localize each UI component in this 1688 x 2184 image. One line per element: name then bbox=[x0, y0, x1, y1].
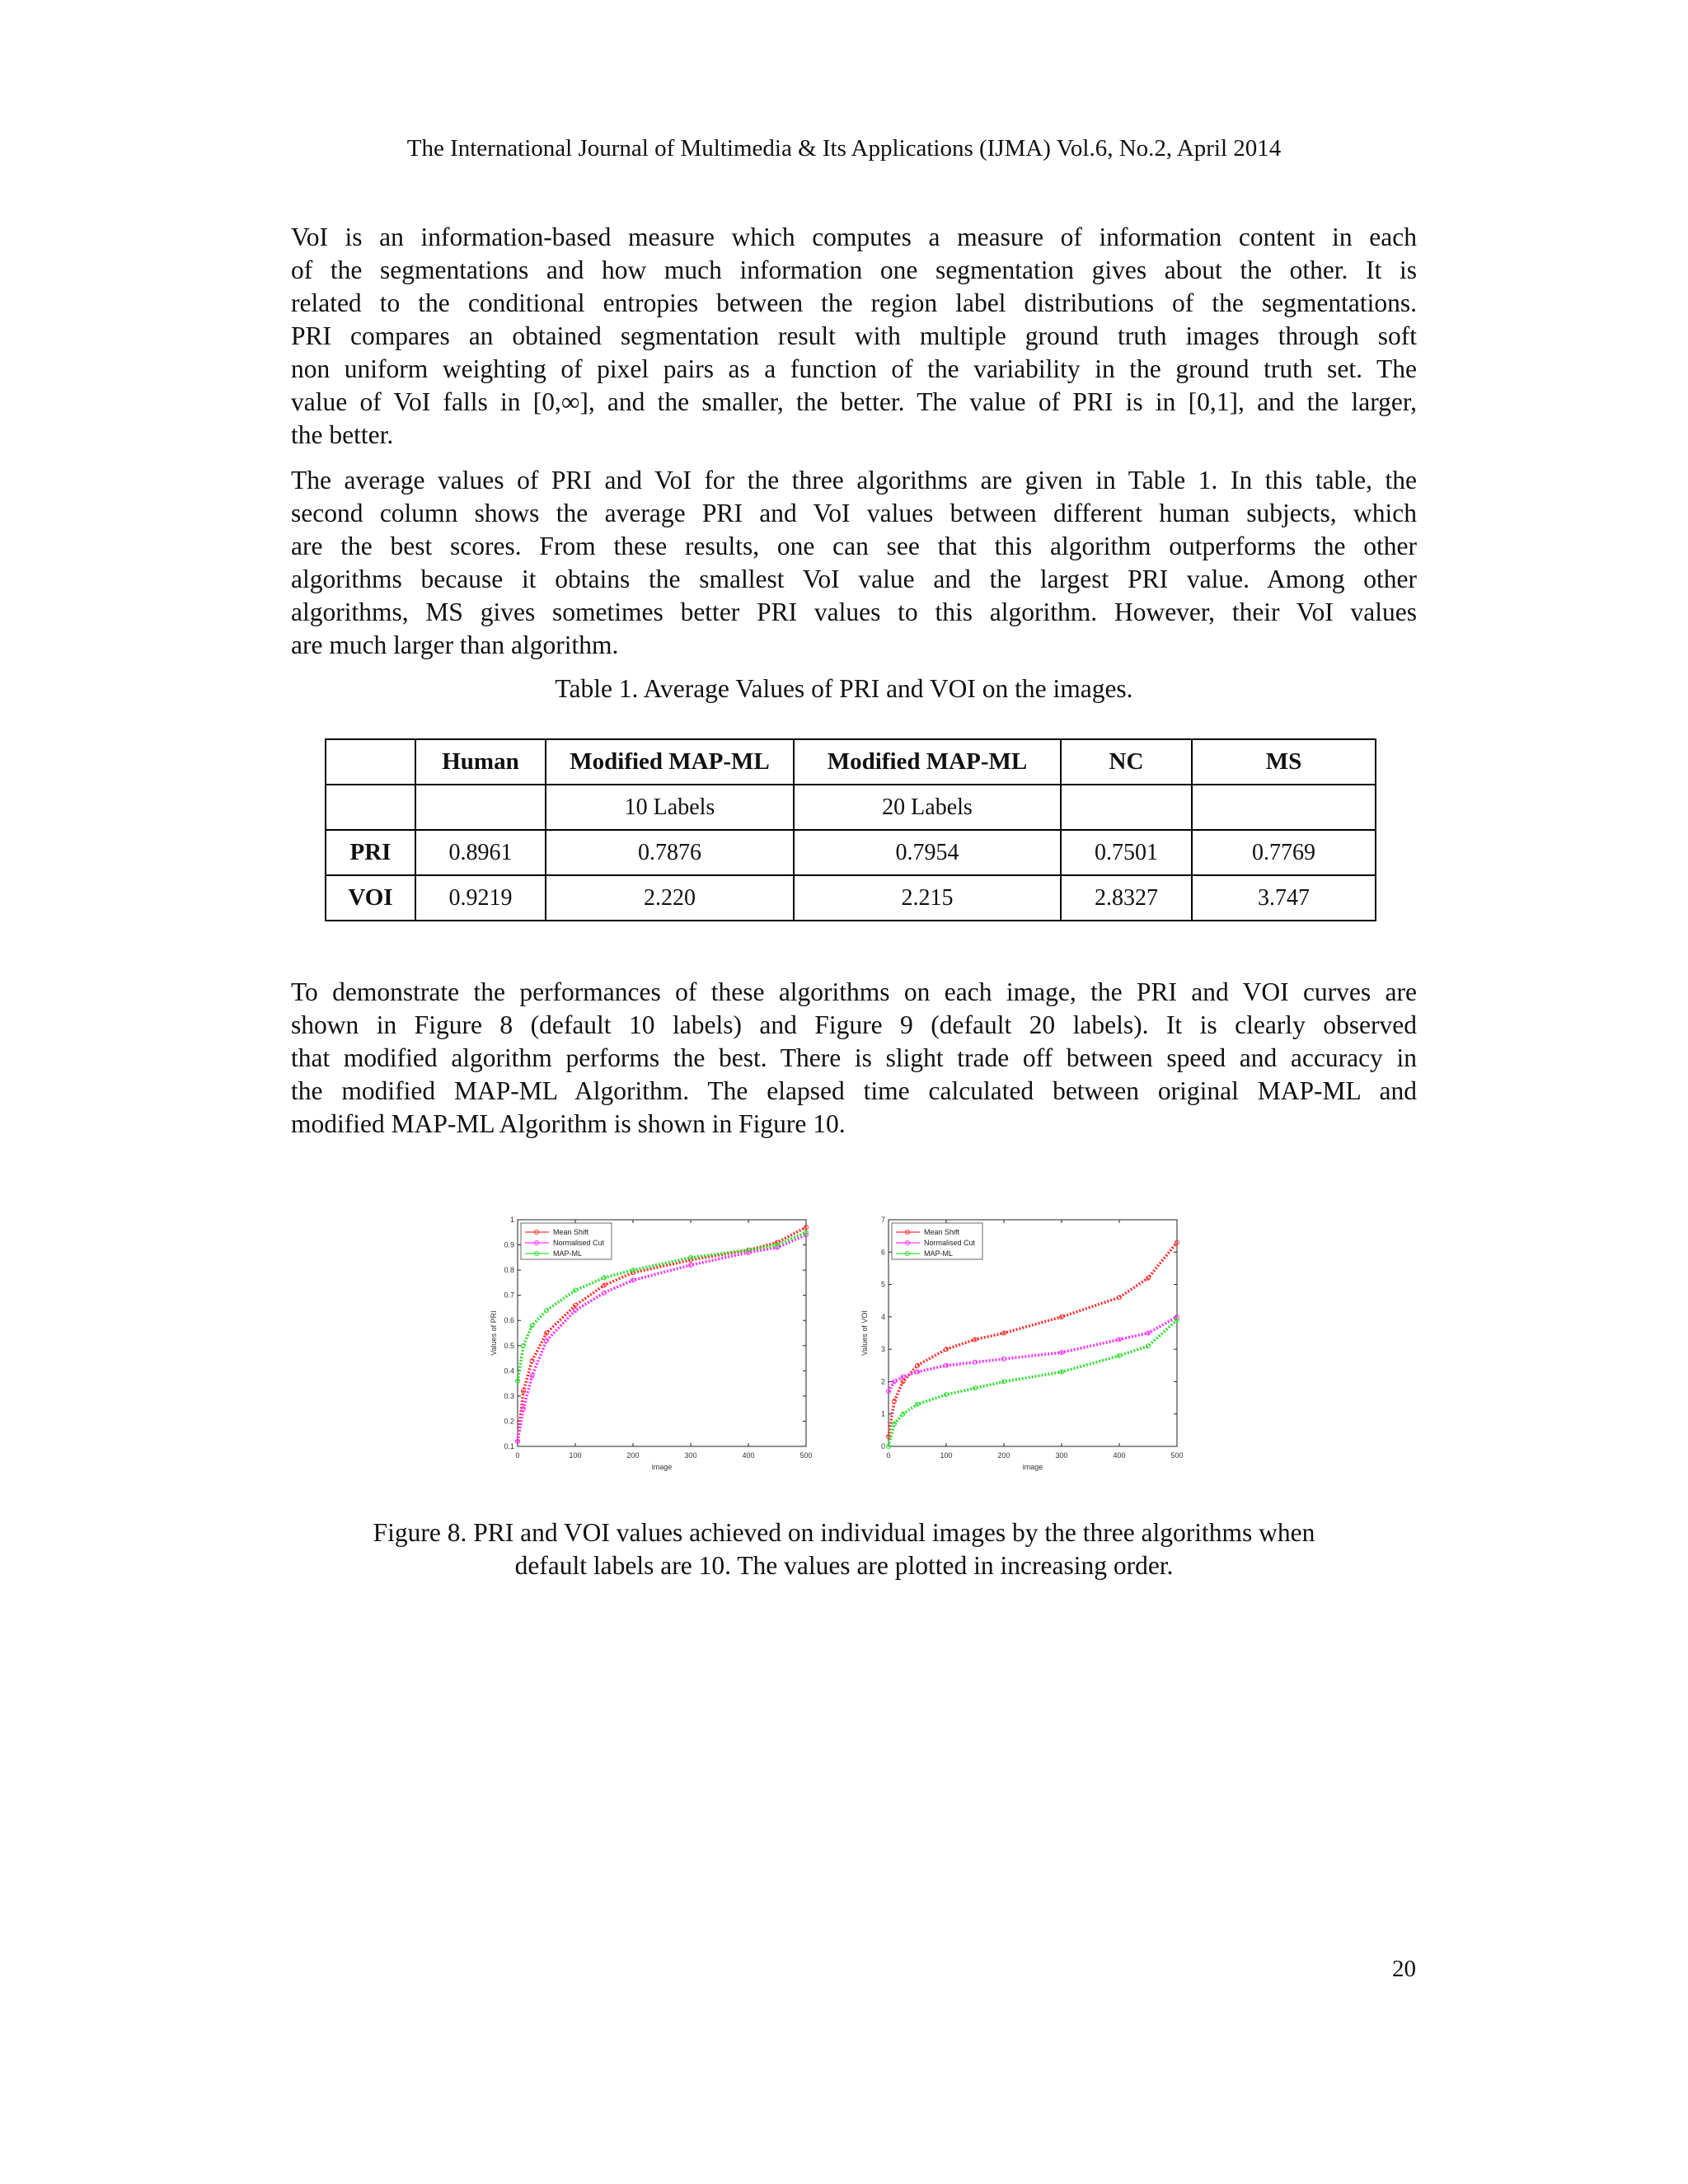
paragraph-voi-pri bbox=[291, 221, 1417, 452]
legend-label: MAP-ML bbox=[924, 1249, 954, 1258]
text-line: non uniform weighting of pixel pairs as a function of the variability in the ground truth set. The bbox=[291, 354, 1417, 383]
x-tick-label: 200 bbox=[626, 1451, 640, 1460]
x-tick-label: 0 bbox=[886, 1451, 891, 1460]
table-caption: Table 1. Average Values of PRI and VOI on the images. bbox=[555, 674, 1133, 703]
legend-label: Mean Shift bbox=[553, 1228, 589, 1236]
figure-voi-plot bbox=[856, 1216, 1185, 1488]
y-tick-label: 0.5 bbox=[504, 1341, 514, 1350]
results-table bbox=[325, 738, 1376, 921]
figure-pri-plot bbox=[485, 1216, 814, 1488]
x-tick-label: 500 bbox=[799, 1451, 813, 1460]
table-row-label: VOI bbox=[326, 875, 415, 921]
x-tick-label: 500 bbox=[1170, 1451, 1184, 1460]
pri-chart bbox=[485, 1216, 814, 1483]
table-row-pri bbox=[326, 830, 1376, 875]
page-number: 20 bbox=[1392, 1956, 1416, 1982]
text-line: VoI is an information-based measure which computes a measure of information content in each bbox=[291, 223, 1417, 251]
y-tick-label: 0.3 bbox=[504, 1391, 514, 1400]
legend-label: Normalised Cut bbox=[553, 1239, 605, 1247]
y-tick-label: 4 bbox=[880, 1312, 885, 1321]
table-cell bbox=[1061, 785, 1192, 830]
y-tick-label: 0.8 bbox=[504, 1266, 514, 1275]
text-line: shown in Figure 8 (default 10 labels) and Figure 9 (default 20 labels). It is clearly observed bbox=[291, 1010, 1417, 1039]
text-line: the modified MAP-ML Algorithm. The elapsed time calculated between original MAP-ML and bbox=[291, 1076, 1417, 1105]
x-tick-label: 200 bbox=[997, 1451, 1010, 1460]
table-header-cell bbox=[326, 739, 415, 785]
text-line: of the segmentations and how much information one segmentation gives about the other. It is bbox=[291, 255, 1417, 284]
legend-label: MAP-ML bbox=[553, 1249, 583, 1258]
text-line: To demonstrate the performances of these algorithms on each image, the PRI and VOI curves are bbox=[291, 977, 1417, 1006]
text-line: modified MAP-ML Algorithm is shown in Figure 10. bbox=[291, 1109, 846, 1138]
table-cell bbox=[1192, 785, 1376, 830]
x-tick-label: 100 bbox=[569, 1451, 582, 1460]
y-tick-label: 1 bbox=[880, 1409, 885, 1418]
table-cell: 0.7954 bbox=[794, 830, 1061, 875]
x-tick-label: 400 bbox=[1113, 1451, 1126, 1460]
table-cell bbox=[326, 785, 415, 830]
text-line: algorithms because it obtains the smallest VoI value and the largest PRI value. Among other bbox=[291, 565, 1417, 593]
x-tick-label: 400 bbox=[742, 1451, 755, 1460]
y-tick-label: 3 bbox=[880, 1345, 885, 1354]
table-cell: 2.8327 bbox=[1061, 875, 1192, 921]
legend bbox=[892, 1223, 982, 1259]
text-line: the better. bbox=[291, 420, 394, 449]
y-tick-label: 7 bbox=[880, 1216, 885, 1224]
table-cell: 2.215 bbox=[794, 875, 1061, 921]
table-cell bbox=[415, 785, 546, 830]
paragraph-demonstration bbox=[291, 976, 1417, 1141]
voi-chart bbox=[856, 1216, 1185, 1483]
y-tick-label: 5 bbox=[880, 1280, 885, 1289]
table-row-voi bbox=[326, 875, 1376, 921]
y-tick-label: 1 bbox=[509, 1216, 514, 1224]
figure-caption-line-1: Figure 8. PRI and VOI values achieved on individual images by the three algorithms when bbox=[373, 1518, 1315, 1547]
x-axis-label: image bbox=[651, 1463, 673, 1471]
journal-header: The International Journal of Multimedia & Its Applications (IJMA) Vol.6, No.2, April 2014 bbox=[406, 135, 1282, 162]
table-cell: 2.220 bbox=[546, 875, 794, 921]
y-tick-label: 0.2 bbox=[504, 1417, 514, 1426]
table-row-label: PRI bbox=[326, 830, 415, 875]
text-line: second column shows the average PRI and VoI values between different human subjects, which bbox=[291, 499, 1417, 527]
table-header-row bbox=[326, 739, 1376, 785]
legend-label: Mean Shift bbox=[924, 1228, 960, 1236]
y-tick-label: 0.4 bbox=[504, 1366, 514, 1376]
text-line: value of VoI falls in [0,∞], and the smaller, the better. The value of PRI is in [0,1], and the larger, bbox=[291, 387, 1417, 416]
x-tick-label: 300 bbox=[1055, 1451, 1068, 1460]
table-subheader-row bbox=[326, 785, 1376, 830]
text-line: that modified algorithm performs the best. There is slight trade off between speed and accuracy in bbox=[291, 1043, 1417, 1072]
x-tick-label: 0 bbox=[515, 1451, 520, 1460]
y-tick-label: 0.6 bbox=[504, 1316, 514, 1325]
x-axis-label: image bbox=[1022, 1463, 1043, 1471]
y-tick-label: 0.7 bbox=[504, 1291, 514, 1300]
table-header-cell: Modified MAP-ML bbox=[546, 739, 794, 785]
table-header-cell: MS bbox=[1192, 739, 1376, 785]
text-line: related to the conditional entropies between the region label distributions of the segmentations. bbox=[291, 288, 1417, 317]
table-cell: 0.7876 bbox=[546, 830, 794, 875]
text-line: are the best scores. From these results, one can see that this algorithm outperforms the other bbox=[291, 532, 1417, 560]
table-header-cell: Human bbox=[415, 739, 546, 785]
y-axis-label: Values of PRI bbox=[490, 1310, 498, 1356]
y-tick-label: 0.9 bbox=[504, 1240, 514, 1249]
figure-caption-line-2: default labels are 10. The values are plotted in increasing order. bbox=[514, 1551, 1174, 1580]
paragraph-average-values bbox=[291, 464, 1417, 662]
table-cell: 10 Labels bbox=[546, 785, 794, 830]
y-tick-label: 2 bbox=[880, 1377, 885, 1386]
table-cell: 3.747 bbox=[1192, 875, 1376, 921]
table-cell: 0.9219 bbox=[415, 875, 546, 921]
y-axis-label: Values of VOI bbox=[860, 1310, 869, 1356]
table-cell: 20 Labels bbox=[794, 785, 1061, 830]
text-line: algorithms, MS gives sometimes better PRI values to this algorithm. However, their VoI values bbox=[291, 598, 1417, 626]
legend bbox=[521, 1223, 612, 1259]
legend-label: Normalised Cut bbox=[924, 1239, 976, 1247]
table-cell: 0.7501 bbox=[1061, 830, 1192, 875]
table-cell: 0.7769 bbox=[1192, 830, 1376, 875]
y-tick-label: 0 bbox=[880, 1442, 885, 1451]
text-line: The average values of PRI and VoI for the three algorithms are given in Table 1. In this table, the bbox=[291, 466, 1417, 494]
table-header-cell: Modified MAP-ML bbox=[794, 739, 1061, 785]
x-tick-label: 300 bbox=[684, 1451, 697, 1460]
table-header-cell: NC bbox=[1061, 739, 1192, 785]
text-line: are much larger than algorithm. bbox=[291, 630, 619, 659]
y-tick-label: 0.1 bbox=[504, 1442, 514, 1451]
y-tick-label: 6 bbox=[880, 1248, 885, 1257]
text-line: PRI compares an obtained segmentation result with multiple ground truth images through soft bbox=[291, 321, 1417, 350]
table-cell: 0.8961 bbox=[415, 830, 546, 875]
x-tick-label: 100 bbox=[940, 1451, 953, 1460]
